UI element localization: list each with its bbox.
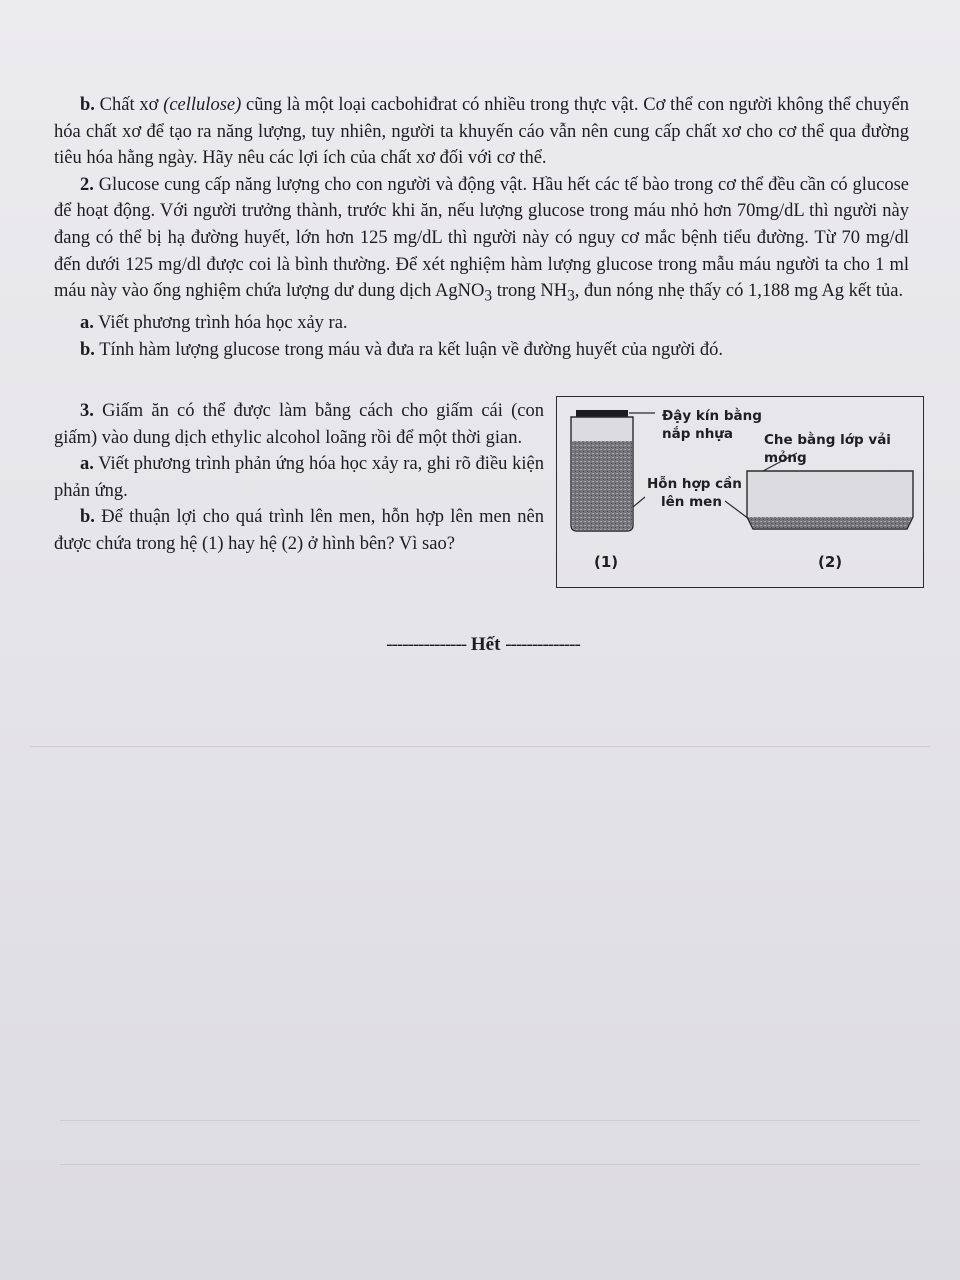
- question-2-text-2: trong NH: [492, 281, 568, 302]
- question-2-text-1: Glucose cung cấp năng lượng cho con người và động vật. Hầu hết các tế bào trong cơ thể đều cần có glucose để hoạt động. Với người trưởng thành, trước khi ăn, nếu lượng glucose trong máu nhỏ hơn 70mg/dL thì người này đang có thể bị hạ đường huyết, lớn hơn 125 mg/dL thì người này có nguy cơ mắc bệnh tiểu đường. Từ 70 mg/dl đến dưới 125 mg/dl được coi là bình thường. Để xét nghiệm hàm lượng glucose trong mẫu máu người ta cho 1 ml máu này vào ống nghiệm chứa lượng dư dung dịch AgNO: [54, 174, 909, 302]
- question-2a-text: Viết phương trình hóa học xảy ra.: [93, 313, 348, 334]
- question-3b-text: Để thuận lợi cho quá trình lên men, hỗn hợp lên men nên được chứa trong hệ (1) hay hệ (2) ở hình bên? Vì sao?: [54, 507, 544, 554]
- question-2-text-3: , đun nóng nhẹ thấy có 1,188 mg Ag kết tủa.: [574, 281, 904, 302]
- end-marker: [358, 634, 608, 656]
- system-1-label: (1): [594, 553, 619, 571]
- tray-mixture: [748, 517, 912, 528]
- section-1b-label: b.: [80, 95, 95, 115]
- question-3: [54, 398, 544, 451]
- section-1b-text-a: Chất xơ: [94, 95, 164, 115]
- subscript-3b: 3: [567, 287, 575, 305]
- show-through-line-3: [60, 1164, 920, 1165]
- section-1b-italic: (cellulose): [163, 95, 242, 115]
- question-2: [54, 172, 909, 311]
- question-3-label: 3.: [80, 401, 94, 421]
- subscript-3: 3: [484, 287, 493, 305]
- question-3b-label: b.: [80, 507, 95, 528]
- question-3-text: Giấm ăn có thể được làm bằng cách cho giấm cái (con giấm) vào dung dịch ethylic alcohol loãng rồi để một thời gian.: [54, 401, 544, 448]
- question-3-block: [54, 398, 544, 558]
- lid-label: [662, 407, 762, 443]
- lid-label-line1: Đậy kín bằng: [662, 408, 762, 424]
- tray-system-2: [747, 471, 913, 529]
- end-dashes-right: --------------: [505, 634, 580, 655]
- end-word: Hết: [470, 634, 501, 655]
- question-2a-label: a.: [80, 313, 94, 334]
- show-through-line-2: [60, 1120, 920, 1121]
- question-text-block: [54, 92, 909, 364]
- fermentation-figure: [556, 396, 924, 588]
- section-1b-text-b: cũng là một loại cacbohiđrat có nhiều trong thực vật. Cơ thể con người không thể chuyển hóa chất xơ để tạo ra năng lượng, tuy nhiên, người ta khuyến cáo vẫn nên cung cấp chất xơ cho cơ thể qua đường tiêu hóa hằng ngày. Hãy nêu các lợi ích của chất xơ đối với cơ thể.: [54, 95, 909, 169]
- question-2a: [54, 310, 909, 337]
- question-3a-text: Viết phương trình phản ứng hóa học xảy ra, ghi rõ điều kiện phản ứng.: [54, 454, 544, 501]
- jar-mixture: [572, 441, 632, 530]
- plastic-lid: [576, 410, 628, 417]
- system-2-label: (2): [818, 553, 843, 571]
- lid-label-line2: nắp nhựa: [662, 426, 734, 442]
- question-2-label: 2.: [80, 174, 94, 195]
- question-3a: [54, 451, 544, 504]
- question-2b-label: b.: [80, 340, 95, 361]
- mixture-label-line1: Hỗn hợp cần: [647, 476, 742, 492]
- question-3a-label: a.: [80, 454, 94, 475]
- mixture-pointer-1: [633, 497, 645, 507]
- question-3b: [54, 504, 544, 557]
- mixture-label-line2: lên men: [661, 494, 722, 510]
- section-1b: [54, 92, 909, 172]
- cloth-label: Che bằng lớp vải mỏng: [764, 432, 891, 466]
- question-2b-text: Tính hàm lượng glucose trong máu và đưa ra kết luận về đường huyết của người đó.: [94, 340, 724, 361]
- end-dashes-left: ---------------: [386, 634, 467, 655]
- jar-system-1: [571, 410, 633, 531]
- question-2b: [54, 337, 909, 364]
- show-through-line-1: [30, 746, 930, 747]
- mixture-label: [647, 475, 742, 511]
